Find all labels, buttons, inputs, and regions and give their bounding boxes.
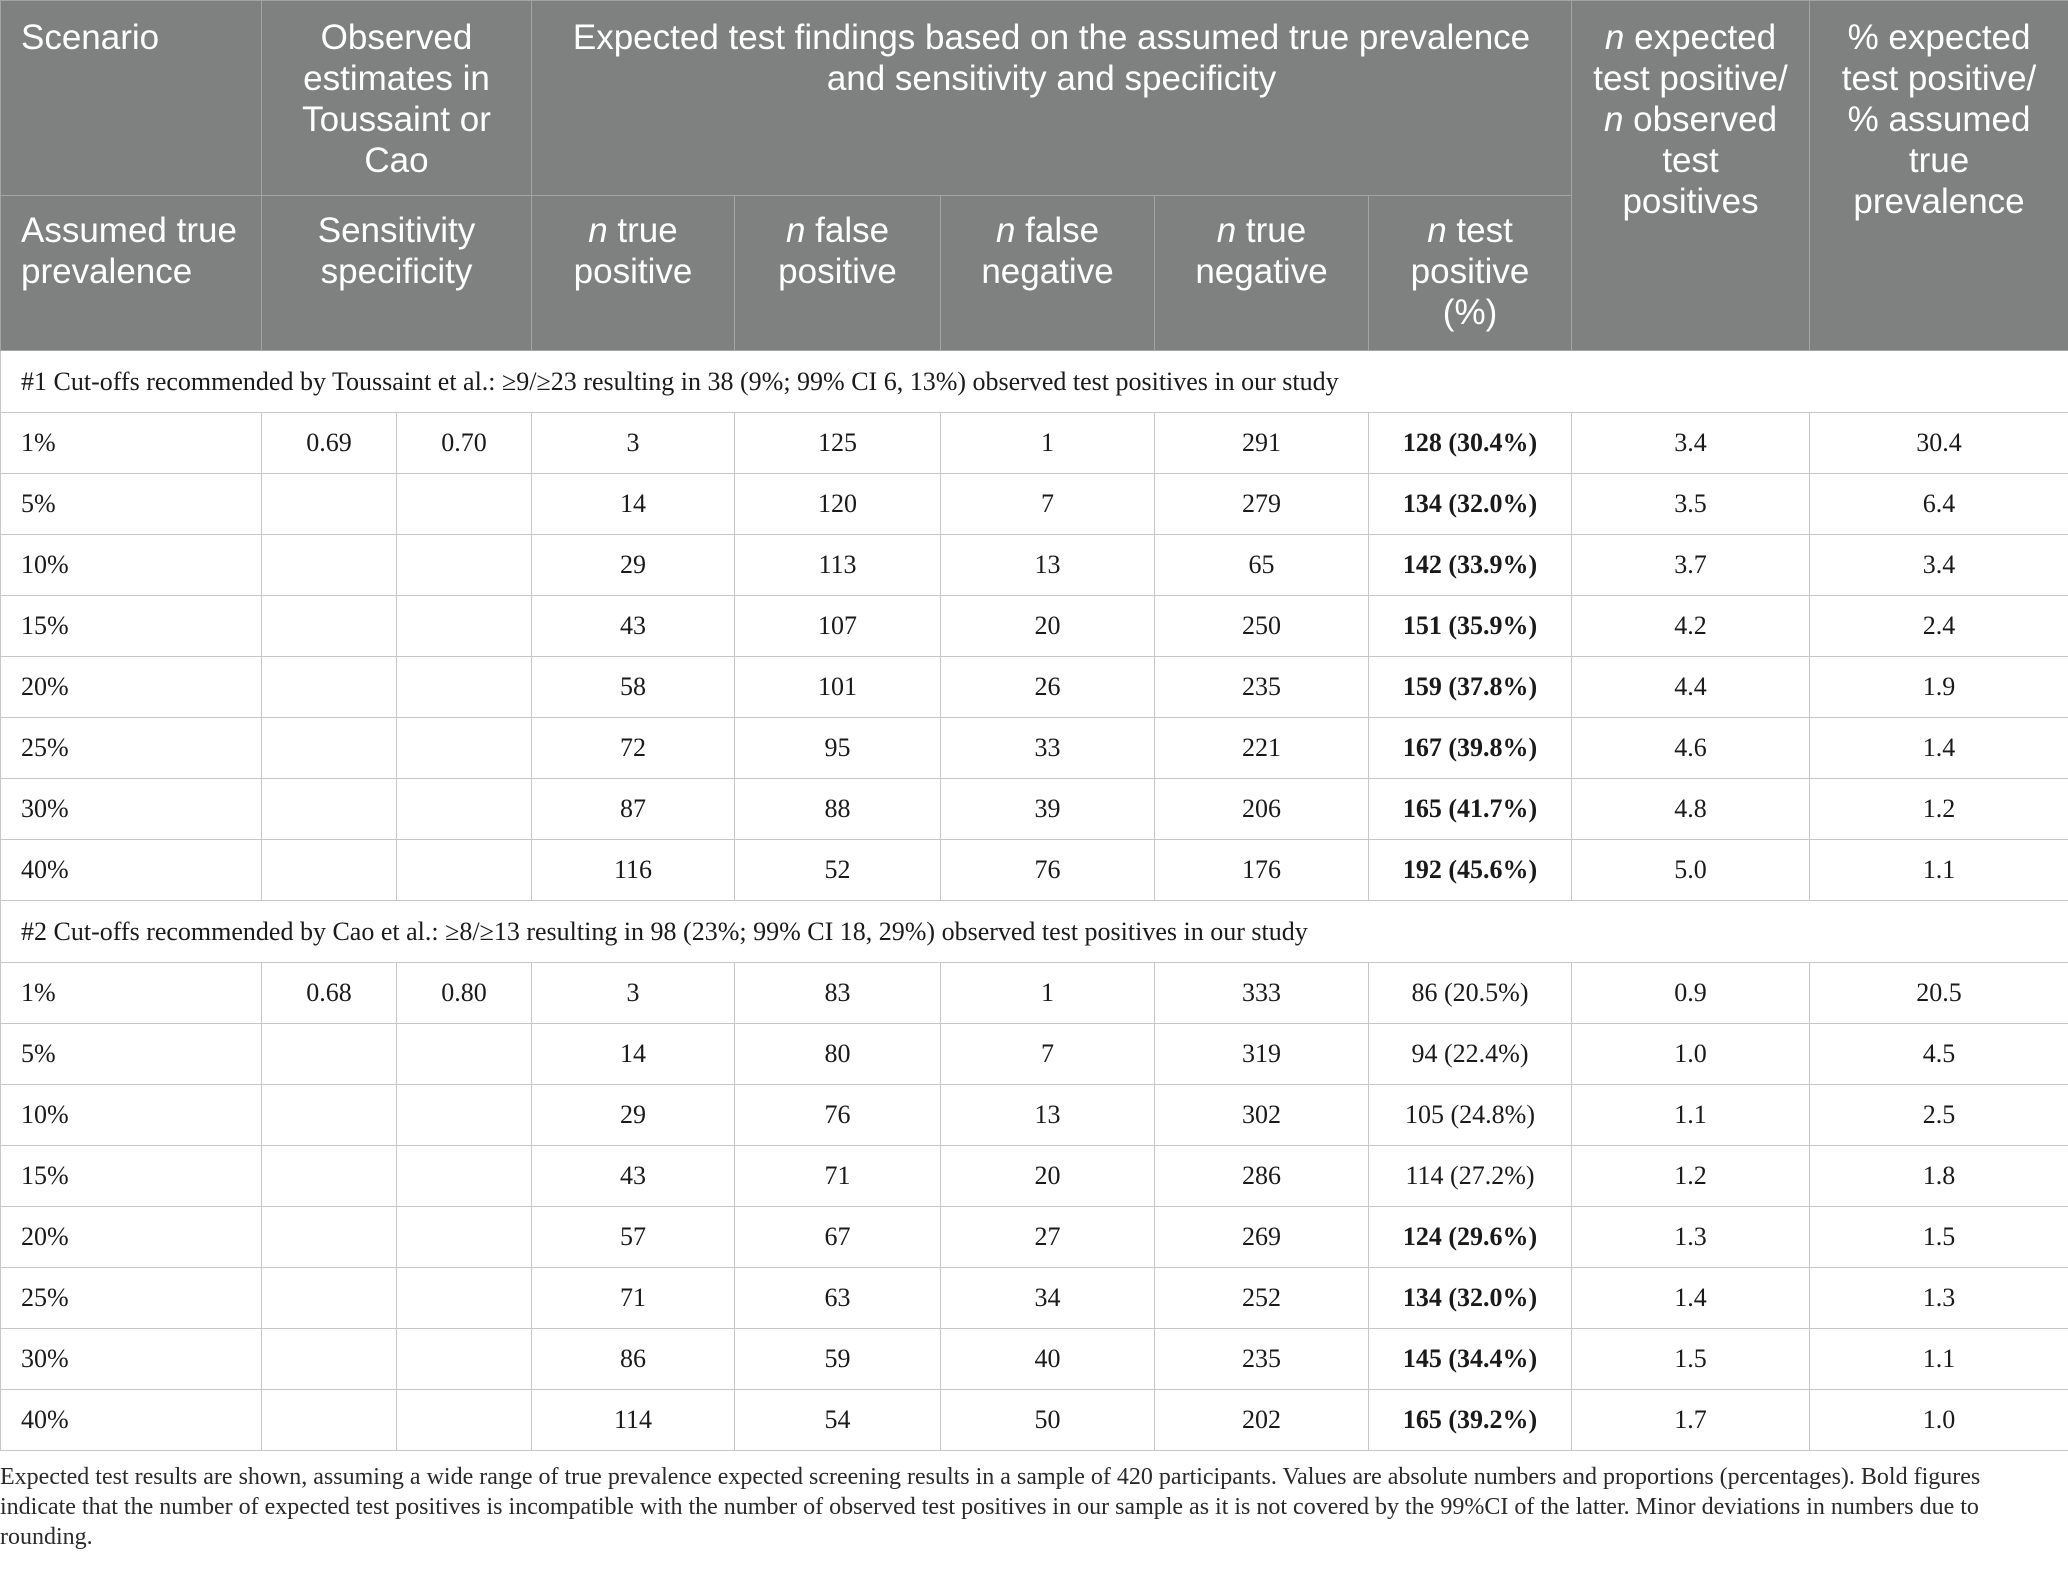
header-assumed-true-prevalence: Assumed true prevalence	[1, 196, 262, 351]
cell-true-positive: 43	[532, 596, 735, 657]
cell-true-negative: 65	[1155, 535, 1369, 596]
cell-test-positive: 134 (32.0%)	[1369, 1268, 1572, 1329]
cell-sensitivity	[262, 1207, 397, 1268]
cell-false-positive: 83	[735, 963, 941, 1024]
cell-ratio-pct: 2.5	[1810, 1085, 2068, 1146]
cell-false-positive: 88	[735, 779, 941, 840]
table-row	[1, 474, 2068, 535]
cell-specificity	[397, 1146, 532, 1207]
cell-true-positive: 14	[532, 474, 735, 535]
table-row	[1, 1268, 2068, 1329]
cell-specificity: 0.80	[397, 963, 532, 1024]
cell-sensitivity	[262, 840, 397, 901]
cell-true-negative: 206	[1155, 779, 1369, 840]
header-sensitivity-specificity: Sensitivity specificity	[262, 196, 532, 351]
cell-true-positive: 72	[532, 718, 735, 779]
cell-prevalence: 25%	[1, 718, 262, 779]
cell-false-positive: 107	[735, 596, 941, 657]
cell-true-positive: 29	[532, 1085, 735, 1146]
cell-ratio-pct: 6.4	[1810, 474, 2068, 535]
cell-ratio-n: 1.2	[1572, 1146, 1810, 1207]
cell-sensitivity: 0.69	[262, 413, 397, 474]
cell-false-positive: 63	[735, 1268, 941, 1329]
cell-ratio-pct: 4.5	[1810, 1024, 2068, 1085]
cell-ratio-n: 1.7	[1572, 1390, 1810, 1451]
cell-test-positive: 86 (20.5%)	[1369, 963, 1572, 1024]
cell-true-negative: 235	[1155, 1329, 1369, 1390]
cell-sensitivity	[262, 1085, 397, 1146]
cell-ratio-n: 1.0	[1572, 1024, 1810, 1085]
cell-ratio-pct: 1.4	[1810, 718, 2068, 779]
cell-true-positive: 87	[532, 779, 735, 840]
cell-true-negative: 302	[1155, 1085, 1369, 1146]
cell-prevalence: 20%	[1, 1207, 262, 1268]
cell-true-positive: 86	[532, 1329, 735, 1390]
cell-false-positive: 71	[735, 1146, 941, 1207]
cell-ratio-pct: 1.0	[1810, 1390, 2068, 1451]
cell-ratio-pct: 1.2	[1810, 779, 2068, 840]
cell-true-positive: 57	[532, 1207, 735, 1268]
header-false-negative: n false negative	[941, 196, 1155, 351]
cell-ratio-n: 1.4	[1572, 1268, 1810, 1329]
cell-false-positive: 59	[735, 1329, 941, 1390]
cell-false-negative: 7	[941, 1024, 1155, 1085]
cell-ratio-pct: 20.5	[1810, 963, 2068, 1024]
table-row	[1, 596, 2068, 657]
header-false-positive: n false positive	[735, 196, 941, 351]
cell-false-negative: 1	[941, 963, 1155, 1024]
cell-prevalence: 20%	[1, 657, 262, 718]
cell-true-negative: 286	[1155, 1146, 1369, 1207]
cell-ratio-pct: 1.1	[1810, 1329, 2068, 1390]
cell-test-positive: 165 (39.2%)	[1369, 1390, 1572, 1451]
cell-specificity	[397, 474, 532, 535]
cell-false-negative: 39	[941, 779, 1155, 840]
cell-ratio-n: 3.5	[1572, 474, 1810, 535]
cell-true-positive: 14	[532, 1024, 735, 1085]
cell-test-positive: 151 (35.9%)	[1369, 596, 1572, 657]
cell-test-positive: 159 (37.8%)	[1369, 657, 1572, 718]
cell-prevalence: 1%	[1, 413, 262, 474]
header-scenario: Scenario	[1, 1, 262, 196]
cell-specificity	[397, 1329, 532, 1390]
cell-true-negative: 235	[1155, 657, 1369, 718]
cell-true-positive: 3	[532, 963, 735, 1024]
table-row	[1, 1390, 2068, 1451]
cell-sensitivity	[262, 474, 397, 535]
table-row	[1, 1146, 2068, 1207]
cell-true-positive: 71	[532, 1268, 735, 1329]
cell-ratio-pct: 30.4	[1810, 413, 2068, 474]
cell-ratio-n: 0.9	[1572, 963, 1810, 1024]
cell-specificity	[397, 535, 532, 596]
cell-ratio-pct: 1.9	[1810, 657, 2068, 718]
cell-prevalence: 5%	[1, 1024, 262, 1085]
cell-test-positive: 128 (30.4%)	[1369, 413, 1572, 474]
cell-ratio-n: 1.5	[1572, 1329, 1810, 1390]
cell-false-negative: 50	[941, 1390, 1155, 1451]
cell-prevalence: 40%	[1, 840, 262, 901]
header-ratio-pct: % expected test positive/ % assumed true prevalence	[1810, 1, 2068, 351]
cell-sensitivity	[262, 1146, 397, 1207]
cell-prevalence: 10%	[1, 535, 262, 596]
cell-true-positive: 58	[532, 657, 735, 718]
cell-ratio-n: 1.3	[1572, 1207, 1810, 1268]
cell-specificity: 0.70	[397, 413, 532, 474]
cell-ratio-pct: 2.4	[1810, 596, 2068, 657]
cell-false-negative: 20	[941, 596, 1155, 657]
cell-true-negative: 269	[1155, 1207, 1369, 1268]
cell-specificity	[397, 1390, 532, 1451]
table-row	[1, 1207, 2068, 1268]
cell-false-positive: 120	[735, 474, 941, 535]
cell-sensitivity: 0.68	[262, 963, 397, 1024]
cell-ratio-pct: 1.1	[1810, 840, 2068, 901]
cell-false-negative: 20	[941, 1146, 1155, 1207]
table-row	[1, 963, 2068, 1024]
cell-ratio-n: 4.4	[1572, 657, 1810, 718]
cell-specificity	[397, 1085, 532, 1146]
cell-ratio-pct: 1.5	[1810, 1207, 2068, 1268]
header-row-1	[1, 1, 2068, 196]
cell-false-negative: 13	[941, 535, 1155, 596]
cell-specificity	[397, 657, 532, 718]
cell-prevalence: 1%	[1, 963, 262, 1024]
cell-sensitivity	[262, 596, 397, 657]
cell-false-negative: 13	[941, 1085, 1155, 1146]
table-row	[1, 1329, 2068, 1390]
cell-false-negative: 27	[941, 1207, 1155, 1268]
cell-prevalence: 5%	[1, 474, 262, 535]
cell-false-negative: 76	[941, 840, 1155, 901]
cell-prevalence: 15%	[1, 1146, 262, 1207]
cell-specificity	[397, 718, 532, 779]
cell-prevalence: 30%	[1, 1329, 262, 1390]
cell-false-positive: 80	[735, 1024, 941, 1085]
table-row	[1, 1085, 2068, 1146]
cell-false-positive: 95	[735, 718, 941, 779]
cell-specificity	[397, 779, 532, 840]
cell-true-negative: 202	[1155, 1390, 1369, 1451]
cell-prevalence: 30%	[1, 779, 262, 840]
cell-true-positive: 3	[532, 413, 735, 474]
cell-false-negative: 33	[941, 718, 1155, 779]
cell-true-positive: 114	[532, 1390, 735, 1451]
cell-prevalence: 40%	[1, 1390, 262, 1451]
cell-ratio-pct: 1.8	[1810, 1146, 2068, 1207]
cell-true-negative: 319	[1155, 1024, 1369, 1085]
cell-ratio-n: 1.1	[1572, 1085, 1810, 1146]
cell-sensitivity	[262, 779, 397, 840]
cell-true-negative: 279	[1155, 474, 1369, 535]
cell-false-negative: 26	[941, 657, 1155, 718]
cell-test-positive: 192 (45.6%)	[1369, 840, 1572, 901]
header-expected-findings: Expected test findings based on the assumed true prevalence and sensitivity and specificity	[532, 1, 1572, 196]
table-row	[1, 779, 2068, 840]
section-title: #2 Cut-offs recommended by Cao et al.: ≥8/≥13 resulting in 98 (23%; 99% CI 18, 29%) observed test positives in our study	[1, 901, 2068, 963]
section-header-row	[1, 351, 2068, 413]
section-header-row	[1, 901, 2068, 963]
header-test-positive: n test positive (%)	[1369, 196, 1572, 351]
cell-test-positive: 105 (24.8%)	[1369, 1085, 1572, 1146]
cell-specificity	[397, 1207, 532, 1268]
cell-false-negative: 7	[941, 474, 1155, 535]
table-row	[1, 1024, 2068, 1085]
table-row	[1, 718, 2068, 779]
table-row	[1, 413, 2068, 474]
cell-prevalence: 15%	[1, 596, 262, 657]
cell-sensitivity	[262, 718, 397, 779]
cell-specificity	[397, 1268, 532, 1329]
cell-specificity	[397, 840, 532, 901]
table-row	[1, 840, 2068, 901]
header-observed-estimates: Observed estimates in Toussaint or Cao	[262, 1, 532, 196]
cell-true-negative: 176	[1155, 840, 1369, 901]
cell-ratio-n: 4.6	[1572, 718, 1810, 779]
table-body	[1, 351, 2068, 1451]
cell-sensitivity	[262, 535, 397, 596]
cell-false-negative: 40	[941, 1329, 1155, 1390]
cell-ratio-n: 5.0	[1572, 840, 1810, 901]
section-title: #1 Cut-offs recommended by Toussaint et al.: ≥9/≥23 resulting in 38 (9%; 99% CI 6, 13%) observed test positives in our study	[1, 351, 2068, 413]
cell-prevalence: 25%	[1, 1268, 262, 1329]
cell-sensitivity	[262, 657, 397, 718]
cell-specificity	[397, 1024, 532, 1085]
cell-sensitivity	[262, 1024, 397, 1085]
cell-true-positive: 43	[532, 1146, 735, 1207]
cell-false-positive: 54	[735, 1390, 941, 1451]
cell-true-negative: 252	[1155, 1268, 1369, 1329]
cell-true-positive: 116	[532, 840, 735, 901]
cell-false-positive: 76	[735, 1085, 941, 1146]
cell-true-negative: 221	[1155, 718, 1369, 779]
cell-test-positive: 134 (32.0%)	[1369, 474, 1572, 535]
cell-ratio-pct: 1.3	[1810, 1268, 2068, 1329]
cell-test-positive: 165 (41.7%)	[1369, 779, 1572, 840]
cell-sensitivity	[262, 1329, 397, 1390]
cell-ratio-n: 4.8	[1572, 779, 1810, 840]
header-true-positive: n true positive	[532, 196, 735, 351]
cell-false-negative: 1	[941, 413, 1155, 474]
cell-false-negative: 34	[941, 1268, 1155, 1329]
table-row	[1, 535, 2068, 596]
cell-prevalence: 10%	[1, 1085, 262, 1146]
cell-test-positive: 145 (34.4%)	[1369, 1329, 1572, 1390]
cell-test-positive: 114 (27.2%)	[1369, 1146, 1572, 1207]
cell-sensitivity	[262, 1268, 397, 1329]
cell-true-negative: 333	[1155, 963, 1369, 1024]
cell-false-positive: 101	[735, 657, 941, 718]
cell-test-positive: 124 (29.6%)	[1369, 1207, 1572, 1268]
cell-sensitivity	[262, 1390, 397, 1451]
table-footnote: Expected test results are shown, assuming a wide range of true prevalence expected screening results in a sample of 420 participants. Values are absolute numbers and proportions (percentages). Bold figures indicate that the number of expected test positives is incompatible with the number of observed test positives in our sample as it is not covered by the 99%CI of the latter. Minor deviations in numbers due to rounding.	[0, 1464, 1981, 1550]
cell-test-positive: 142 (33.9%)	[1369, 535, 1572, 596]
cell-false-positive: 52	[735, 840, 941, 901]
cell-true-negative: 250	[1155, 596, 1369, 657]
cell-test-positive: 94 (22.4%)	[1369, 1024, 1572, 1085]
cell-true-positive: 29	[532, 535, 735, 596]
cell-test-positive: 167 (39.8%)	[1369, 718, 1572, 779]
cell-ratio-n: 4.2	[1572, 596, 1810, 657]
cell-ratio-n: 3.7	[1572, 535, 1810, 596]
table-row	[1, 657, 2068, 718]
cell-ratio-n: 3.4	[1572, 413, 1810, 474]
cell-true-negative: 291	[1155, 413, 1369, 474]
cell-specificity	[397, 596, 532, 657]
cell-false-positive: 67	[735, 1207, 941, 1268]
cell-false-positive: 125	[735, 413, 941, 474]
header-ratio-n: n expected test positive/ n observed test positives	[1572, 1, 1810, 351]
cell-ratio-pct: 3.4	[1810, 535, 2068, 596]
header-true-negative: n true negative	[1155, 196, 1369, 351]
cell-false-positive: 113	[735, 535, 941, 596]
